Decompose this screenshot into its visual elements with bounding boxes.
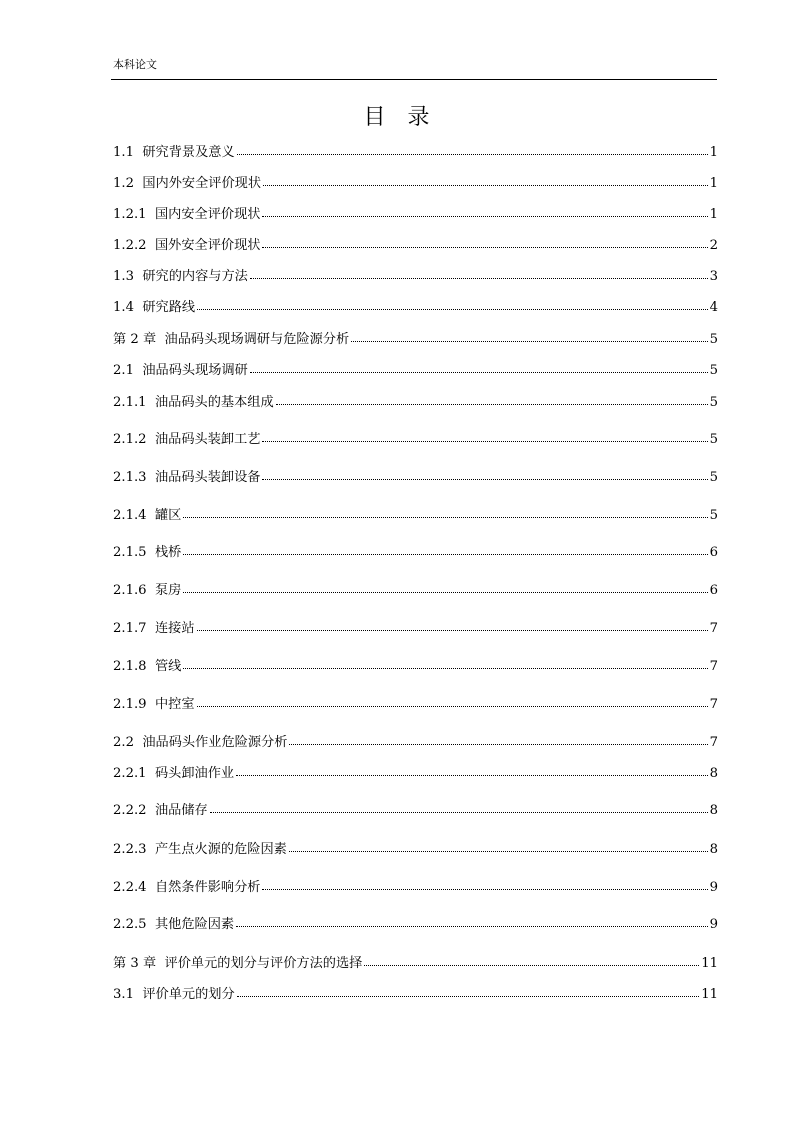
toc-leader-dots bbox=[250, 274, 708, 279]
toc-entry[interactable] bbox=[113, 468, 718, 488]
toc-leader-dots bbox=[250, 368, 708, 373]
toc-entry[interactable] bbox=[113, 764, 718, 784]
toc-entry-page: 3 bbox=[709, 269, 718, 284]
toc-leader-dots bbox=[183, 513, 707, 518]
page-title: 目录 bbox=[363, 105, 452, 130]
toc-leader-dots bbox=[183, 664, 707, 669]
toc-entry-page: 7 bbox=[709, 621, 718, 636]
toc-entry-page: 7 bbox=[709, 659, 718, 674]
toc-leader-dots bbox=[237, 150, 708, 155]
toc-entry-page: 1 bbox=[709, 207, 718, 222]
header-divider bbox=[111, 79, 717, 80]
toc-entry-label: 2.1.3 油品码头装卸设备 bbox=[113, 470, 261, 485]
toc-entry[interactable] bbox=[113, 205, 718, 225]
toc-entry[interactable] bbox=[113, 915, 718, 935]
toc-entry-label: 2.1.5 栈桥 bbox=[113, 545, 182, 560]
toc-entry[interactable] bbox=[113, 298, 718, 318]
toc-entry-page: 7 bbox=[709, 735, 718, 750]
toc-leader-dots bbox=[351, 337, 707, 342]
toc-entry-page: 9 bbox=[709, 917, 718, 932]
toc-entry-page: 2 bbox=[709, 238, 718, 253]
toc-entry-label: 1.3 研究的内容与方法 bbox=[113, 269, 248, 284]
toc-entry-label: 1.2.2 国外安全评价现状 bbox=[113, 238, 261, 253]
toc-entry-page: 4 bbox=[709, 300, 718, 315]
toc-entry-label: 1.1 研究背景及意义 bbox=[113, 145, 235, 160]
toc-entry-label: 第 2 章 油品码头现场调研与危险源分析 bbox=[113, 332, 350, 347]
toc-entry[interactable] bbox=[113, 267, 718, 287]
toc-entry[interactable] bbox=[113, 954, 718, 974]
toc-entry-label: 2.1 油品码头现场调研 bbox=[113, 363, 248, 378]
toc-entry-label: 2.2.2 油品储存 bbox=[113, 803, 208, 818]
toc-entry[interactable] bbox=[113, 330, 718, 350]
toc-entry-label: 3.1 评价单元的划分 bbox=[113, 987, 235, 1002]
toc-entry-page: 8 bbox=[709, 766, 718, 781]
toc-leader-dots bbox=[263, 181, 708, 186]
toc-entry-label: 2.2.1 码头卸油作业 bbox=[113, 766, 235, 781]
toc-entry[interactable] bbox=[113, 543, 718, 563]
toc-entry[interactable] bbox=[113, 695, 718, 715]
toc-leader-dots bbox=[262, 437, 707, 442]
toc-entry-label: 第 3 章 评价单元的划分与评价方法的选择 bbox=[113, 956, 363, 971]
toc-leader-dots bbox=[364, 961, 699, 966]
toc-entry-page: 5 bbox=[709, 395, 718, 410]
toc-leader-dots bbox=[183, 550, 707, 555]
header-text: 本科论文 bbox=[113, 58, 157, 71]
toc-entry-label: 2.1.6 泵房 bbox=[113, 583, 182, 598]
toc-entry[interactable] bbox=[113, 985, 718, 1005]
toc-entry-label: 2.2.4 自然条件影响分析 bbox=[113, 880, 261, 895]
toc-entry-label: 2.1.8 管线 bbox=[113, 659, 182, 674]
toc-entry[interactable] bbox=[113, 733, 718, 753]
toc-entry-page: 5 bbox=[709, 470, 718, 485]
toc-entry-page: 5 bbox=[709, 432, 718, 447]
toc-entry-page: 5 bbox=[709, 363, 718, 378]
toc-leader-dots bbox=[262, 885, 707, 890]
toc-leader-dots bbox=[262, 475, 707, 480]
toc-entry[interactable] bbox=[113, 878, 718, 898]
toc-entry-page: 6 bbox=[709, 545, 718, 560]
toc-leader-dots bbox=[197, 305, 708, 310]
toc-entry-page: 1 bbox=[709, 176, 718, 191]
toc-entry[interactable] bbox=[113, 393, 718, 413]
toc-entry-label: 1.4 研究路线 bbox=[113, 300, 196, 315]
toc-entry-page: 11 bbox=[701, 987, 718, 1002]
toc-entry[interactable] bbox=[113, 143, 718, 163]
toc-entry-label: 1.2 国内外安全评价现状 bbox=[113, 176, 262, 191]
toc-entry-label: 2.2.5 其他危险因素 bbox=[113, 917, 235, 932]
toc-entry-label: 2.2 油品码头作业危险源分析 bbox=[113, 735, 288, 750]
toc-leader-dots bbox=[197, 702, 708, 707]
toc-leader-dots bbox=[262, 212, 707, 217]
toc-entry[interactable] bbox=[113, 840, 718, 860]
toc-entry-page: 11 bbox=[701, 956, 718, 971]
toc-entry-label: 2.1.9 中控室 bbox=[113, 697, 195, 712]
toc-entry-label: 1.2.1 国内安全评价现状 bbox=[113, 207, 261, 222]
toc-entry[interactable] bbox=[113, 361, 718, 381]
toc-entry[interactable] bbox=[113, 430, 718, 450]
toc-entry[interactable] bbox=[113, 581, 718, 601]
toc-entry-page: 7 bbox=[709, 697, 718, 712]
toc-leader-dots bbox=[289, 740, 707, 745]
toc-entry-label: 2.1.7 连接站 bbox=[113, 621, 195, 636]
toc-leader-dots bbox=[262, 243, 707, 248]
toc-leader-dots bbox=[197, 626, 708, 631]
toc-leader-dots bbox=[237, 992, 700, 997]
toc-entry-page: 8 bbox=[709, 803, 718, 818]
toc-leader-dots bbox=[183, 588, 707, 593]
toc-entry-page: 1 bbox=[709, 145, 718, 160]
toc-leader-dots bbox=[210, 808, 708, 813]
toc-entry[interactable] bbox=[113, 619, 718, 639]
toc-leader-dots bbox=[289, 847, 708, 852]
toc-entry[interactable] bbox=[113, 657, 718, 677]
toc-entry-label: 2.2.3 产生点火源的危险因素 bbox=[113, 842, 287, 857]
toc-entry-label: 2.1.2 油品码头装卸工艺 bbox=[113, 432, 261, 447]
toc-entry-label: 2.1.4 罐区 bbox=[113, 508, 182, 523]
toc-entry-page: 6 bbox=[709, 583, 718, 598]
toc-entry-page: 9 bbox=[709, 880, 718, 895]
toc-entry[interactable] bbox=[113, 801, 718, 821]
toc-leader-dots bbox=[276, 400, 708, 405]
toc-entry[interactable] bbox=[113, 506, 718, 526]
toc-entry-page: 5 bbox=[709, 508, 718, 523]
toc-leader-dots bbox=[236, 771, 708, 776]
toc-entry[interactable] bbox=[113, 236, 718, 256]
toc-entry[interactable] bbox=[113, 174, 718, 194]
toc-entry-label: 2.1.1 油品码头的基本组成 bbox=[113, 395, 274, 410]
toc-entry-page: 8 bbox=[709, 842, 718, 857]
toc-leader-dots bbox=[236, 922, 708, 927]
toc-entry-page: 5 bbox=[709, 332, 718, 347]
